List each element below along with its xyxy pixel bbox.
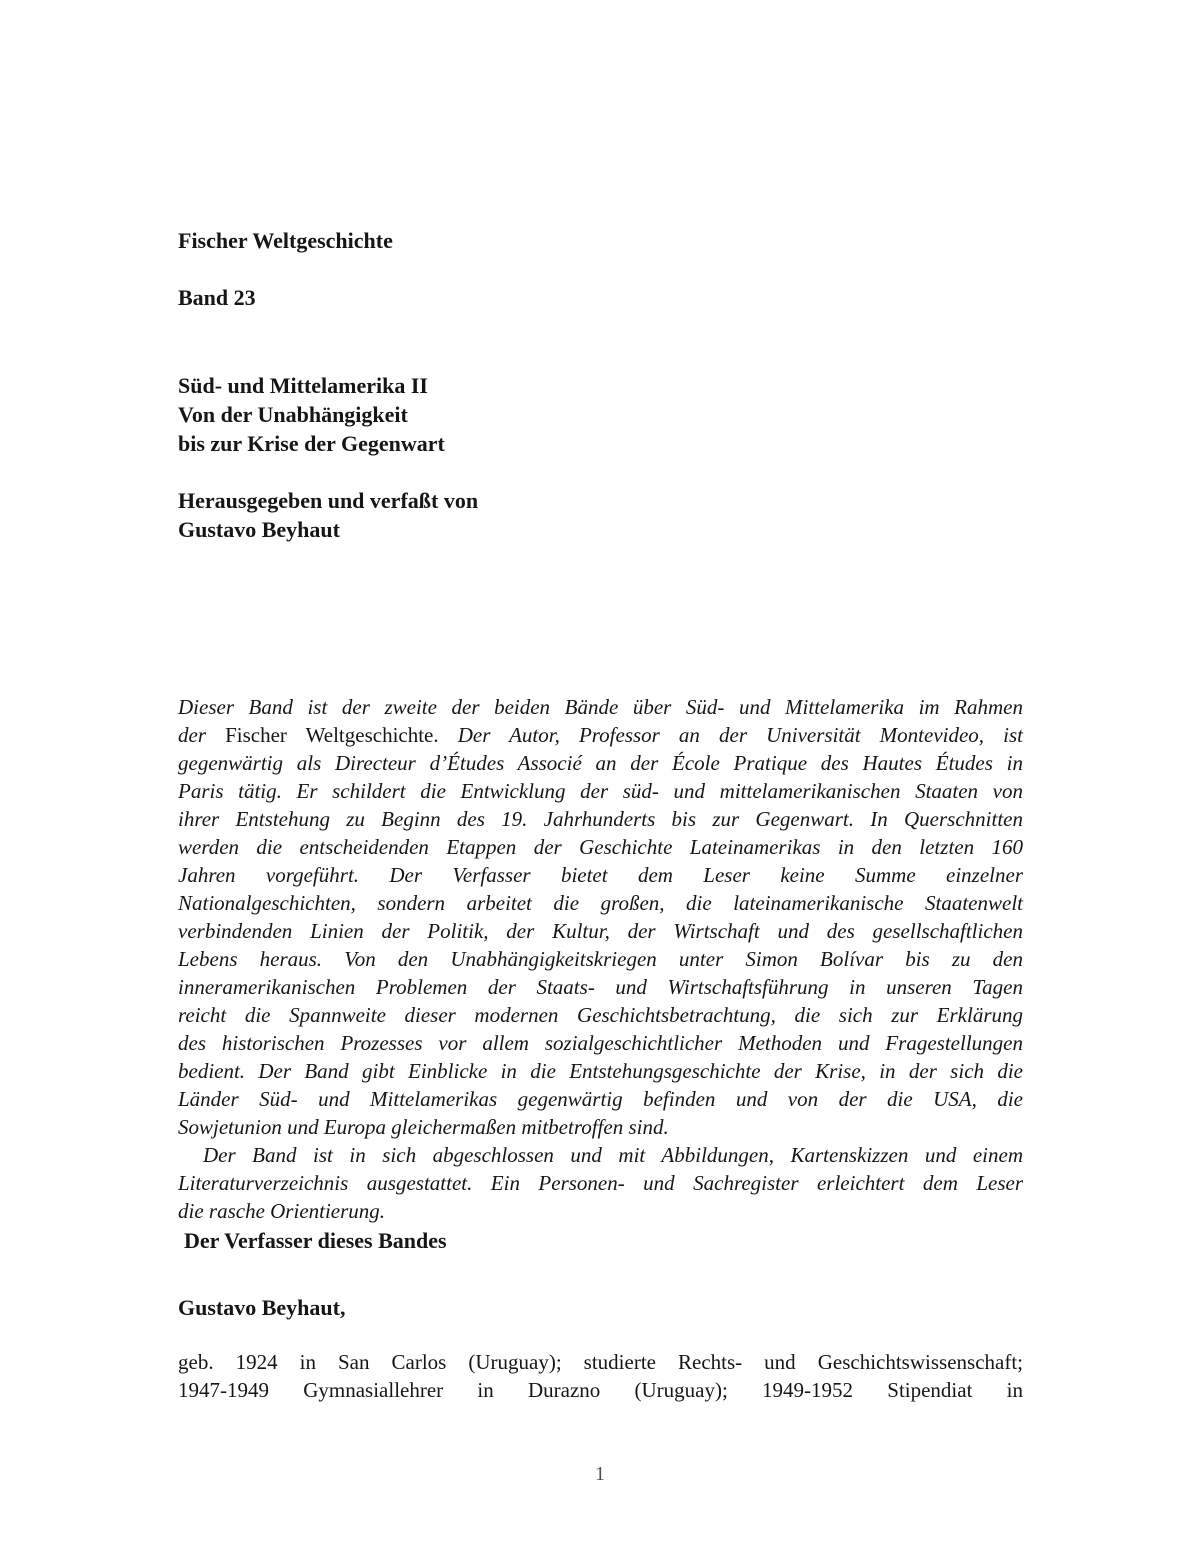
text-segment: die rasche Orientierung. bbox=[178, 1199, 386, 1223]
text-line bbox=[178, 805, 1023, 833]
text-line bbox=[178, 1113, 1023, 1141]
text-line bbox=[178, 1197, 1023, 1225]
text-line bbox=[178, 1085, 1023, 1113]
text-line bbox=[178, 515, 1023, 544]
text-line bbox=[178, 486, 1023, 515]
text-segment: Sowjetunion und Europa gleichermaßen mitbetroffen sind. bbox=[178, 1115, 669, 1139]
text-line bbox=[178, 861, 1023, 889]
text-segment: der bbox=[178, 723, 226, 747]
text-segment: 1947-1949 Gymnasiallehrer in Durazno (Uruguay); 1949-1952 Stipendiat in bbox=[178, 1378, 1023, 1402]
text-segment: Süd- und Mittelamerika II bbox=[178, 373, 428, 398]
text-line bbox=[178, 1001, 1023, 1029]
text-segment: Dieser Band ist der zweite der beiden Bände über Süd- und Mittelamerika im Rahmen bbox=[178, 695, 1023, 719]
text-segment: Paris tätig. Er schildert die Entwicklung der süd- und mittelamerikanischen Staaten von bbox=[178, 779, 1023, 803]
text-line bbox=[178, 1057, 1023, 1085]
text-segment: Jahren vorgeführt. Der Verfasser bietet dem Leser keine Summe einzelner bbox=[178, 863, 1023, 887]
text-line bbox=[178, 889, 1023, 917]
text-segment: Gustavo Beyhaut bbox=[178, 517, 340, 542]
book-title bbox=[178, 371, 1023, 458]
text-line bbox=[178, 945, 1023, 973]
text-segment: Literaturverzeichnis ausgestattet. Ein Personen- und Sachregister erleichtert dem Leser bbox=[178, 1171, 1023, 1195]
text-line bbox=[178, 371, 1023, 400]
text-segment: ihrer Entstehung zu Beginn des 19. Jahrhunderts bis zur Gegenwart. In Querschnitten bbox=[178, 807, 1023, 831]
text-segment: Von der Unabhängigkeit bbox=[178, 402, 408, 427]
text-segment: Der Autor, Professor an der Universität Montevideo, ist bbox=[438, 723, 1023, 747]
text-line bbox=[178, 693, 1023, 721]
text-segment: geb. 1924 in San Carlos (Uruguay); studierte Rechts- und Geschichtswissenschaft; bbox=[178, 1350, 1023, 1374]
text-segment: verbindenden Linien der Politik, der Kultur, der Wirtschaft und des gesellschaftlichen bbox=[178, 919, 1023, 943]
text-segment: werden die entscheidenden Etappen der Geschichte Lateinamerikas in den letzten 160 bbox=[178, 835, 1023, 859]
series-title: Fischer Weltgeschichte bbox=[178, 228, 393, 253]
author-bio bbox=[178, 1348, 1023, 1404]
text-line bbox=[178, 400, 1023, 429]
text-line bbox=[178, 1376, 1023, 1404]
blurb-paragraph bbox=[178, 693, 1023, 1225]
text-line bbox=[178, 777, 1023, 805]
text-segment: Der Band ist in sich abgeschlossen und mit Abbildungen, Kartenskizzen und einem bbox=[203, 1143, 1023, 1167]
text-segment: bis zur Krise der Gegenwart bbox=[178, 431, 445, 456]
text-line bbox=[178, 833, 1023, 861]
text-line bbox=[178, 721, 1023, 749]
text-segment: reicht die Spannweite dieser modernen Geschichtsbetrachtung, die sich zur Erklärung bbox=[178, 1003, 1023, 1027]
text-line bbox=[178, 1348, 1023, 1376]
text-line bbox=[178, 917, 1023, 945]
text-segment: inneramerikanischen Problemen der Staats- und Wirtschaftsführung in unseren Tagen bbox=[178, 975, 1023, 999]
text-line bbox=[178, 1141, 1023, 1169]
text-segment: Lebens heraus. Von den Unabhängigkeitskriegen unter Simon Bolívar bis zu den bbox=[178, 947, 1023, 971]
text-line bbox=[178, 1169, 1023, 1197]
text-segment: Herausgegeben und verfaßt von bbox=[178, 488, 479, 513]
text-line bbox=[178, 1029, 1023, 1057]
text-segment: Fischer Weltgeschichte. bbox=[225, 723, 439, 747]
page-number: 1 bbox=[595, 1463, 605, 1485]
text-segment: Nationalgeschichten, sondern arbeitet die großen, die lateinamerikanische Staatenwelt bbox=[178, 891, 1023, 915]
text-line bbox=[178, 429, 1023, 458]
byline bbox=[178, 486, 1023, 544]
text-segment: gegenwärtig als Directeur d’Études Associé an der École Pratique des Hautes Études in bbox=[178, 751, 1023, 775]
text-segment: des historischen Prozesses vor allem sozialgeschichtlicher Methoden und Fragestellungen bbox=[178, 1031, 1023, 1055]
text-line bbox=[178, 749, 1023, 777]
author-heading: Gustavo Beyhaut, bbox=[178, 1295, 346, 1320]
text-segment: bedient. Der Band gibt Einblicke in die Entstehungsgeschichte der Krise, in der sich die bbox=[178, 1059, 1023, 1083]
text-segment: Länder Süd- und Mittelamerikas gegenwärtig befinden und von der die USA, die bbox=[178, 1087, 1023, 1111]
text-line bbox=[178, 973, 1023, 1001]
blurb-signature: Der Verfasser dieses Bandes bbox=[184, 1228, 447, 1253]
volume-label: Band 23 bbox=[178, 285, 256, 310]
